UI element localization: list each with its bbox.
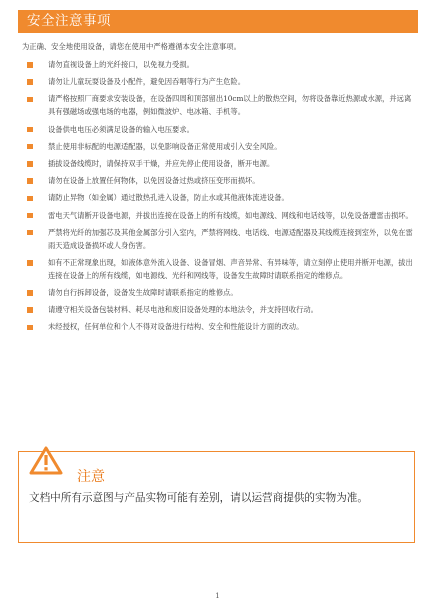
page-number: 1 (215, 592, 220, 600)
list-item (22, 124, 414, 137)
warning-triangle-icon (29, 445, 63, 479)
section-title: 安全注意事项 (18, 10, 418, 33)
list-item (22, 321, 414, 334)
bullet-square-icon (27, 196, 33, 202)
list-item (22, 175, 414, 188)
list-item (22, 76, 414, 89)
bullet-square-icon (27, 213, 33, 219)
list-item-text: 未经授权，任何单位和个人不得对设备进行结构、安全和性能设计方面的改动。 (48, 322, 304, 332)
list-item-text: 插拔设备线缆时，请保持双手干燥，并应先停止使用设备，断开电源。 (48, 158, 275, 168)
bullet-square-icon (27, 290, 33, 296)
notice-box (18, 451, 415, 543)
list-item (22, 287, 414, 300)
list-item-text: 禁止使用非标配的电源适配器，以免影响设备正常使用或引入安全风险。 (48, 141, 282, 151)
bullet-square-icon (27, 62, 33, 68)
list-item (22, 158, 414, 171)
safety-items-list (22, 59, 414, 339)
bullet-square-icon (27, 325, 33, 331)
bullet-square-icon (27, 161, 33, 167)
list-item (22, 141, 414, 154)
list-item-text: 请勿在设备上放置任何物体，以免因设备过热或挤压变形而损坏。 (48, 176, 260, 186)
bullet-square-icon (27, 127, 33, 133)
list-item-text: 请勿直视设备上的光纤接口，以免视力受损。 (48, 60, 194, 69)
list-item-text: 请勿自行拆卸设备，设备发生故障时请联系指定的维修点。 (48, 287, 238, 297)
notice-text: 文档中所有示意图与产品实物可能有差别，请以运营商提供的实物为准。 (29, 492, 368, 504)
list-item (22, 257, 414, 283)
list-item (22, 192, 414, 205)
list-item-text: 设备供电电压必须满足设备的输入电压要求。 (48, 124, 194, 134)
bullet-square-icon (27, 144, 33, 150)
list-item (22, 59, 414, 72)
list-item-text: 严禁将光纤的加强芯及其他金属部分引入室内，严禁将网线、电话线、电源适配器及其线缆连接到室外，以免在雷雨天造成设备损坏或人身伤害。 (48, 227, 413, 250)
list-item (22, 93, 414, 119)
bullet-square-icon (27, 178, 33, 184)
bullet-square-icon (27, 230, 33, 236)
intro-text: 为正确、安全地使用设备，请您在使用中严格遵循本安全注意事项。 (22, 42, 241, 51)
list-item (22, 210, 414, 223)
list-item-text: 请遵守相关设备包装材料、耗尽电池和废旧设备处理的本地法令，并支持回收行动。 (48, 305, 318, 315)
bullet-square-icon (27, 79, 33, 85)
bullet-square-icon (27, 307, 33, 313)
list-item-text: 请严格按照厂商要求安装设备，在设备四周和顶部留出10cm以上的散热空间，勿将设备靠近热源或水源，并远离具有强磁场或强电场的电器，例如微波炉、电冰箱、手机等。 (48, 94, 412, 117)
bullet-square-icon (27, 97, 33, 103)
list-item-text: 请勿让儿童玩耍设备及小配件，避免因吞咽等行为产生危险。 (48, 77, 246, 87)
list-item-text: 雷电天气请断开设备电源，并拔出连接在设备上的所有线缆，如电源线、网线和电话线等，以免设备遭雷击损坏。 (48, 210, 413, 220)
bullet-square-icon (27, 260, 33, 266)
list-item (22, 304, 414, 317)
notice-title: 注意 (77, 469, 105, 485)
list-item (22, 227, 414, 253)
list-item-text: 请防止异物（如金属）通过散热孔进入设备，防止水或其他液体流进设备。 (48, 193, 289, 203)
list-item-text: 如有不正常现象出现，如液体意外流入设备、设备冒烟、声音异常、有异味等，请立刻停止使用并断开电源，拔出连接在设备上的所有线缆，如电源线、光纤和网线等，设备发生故障时请联系指定的维修点。 (48, 257, 413, 280)
